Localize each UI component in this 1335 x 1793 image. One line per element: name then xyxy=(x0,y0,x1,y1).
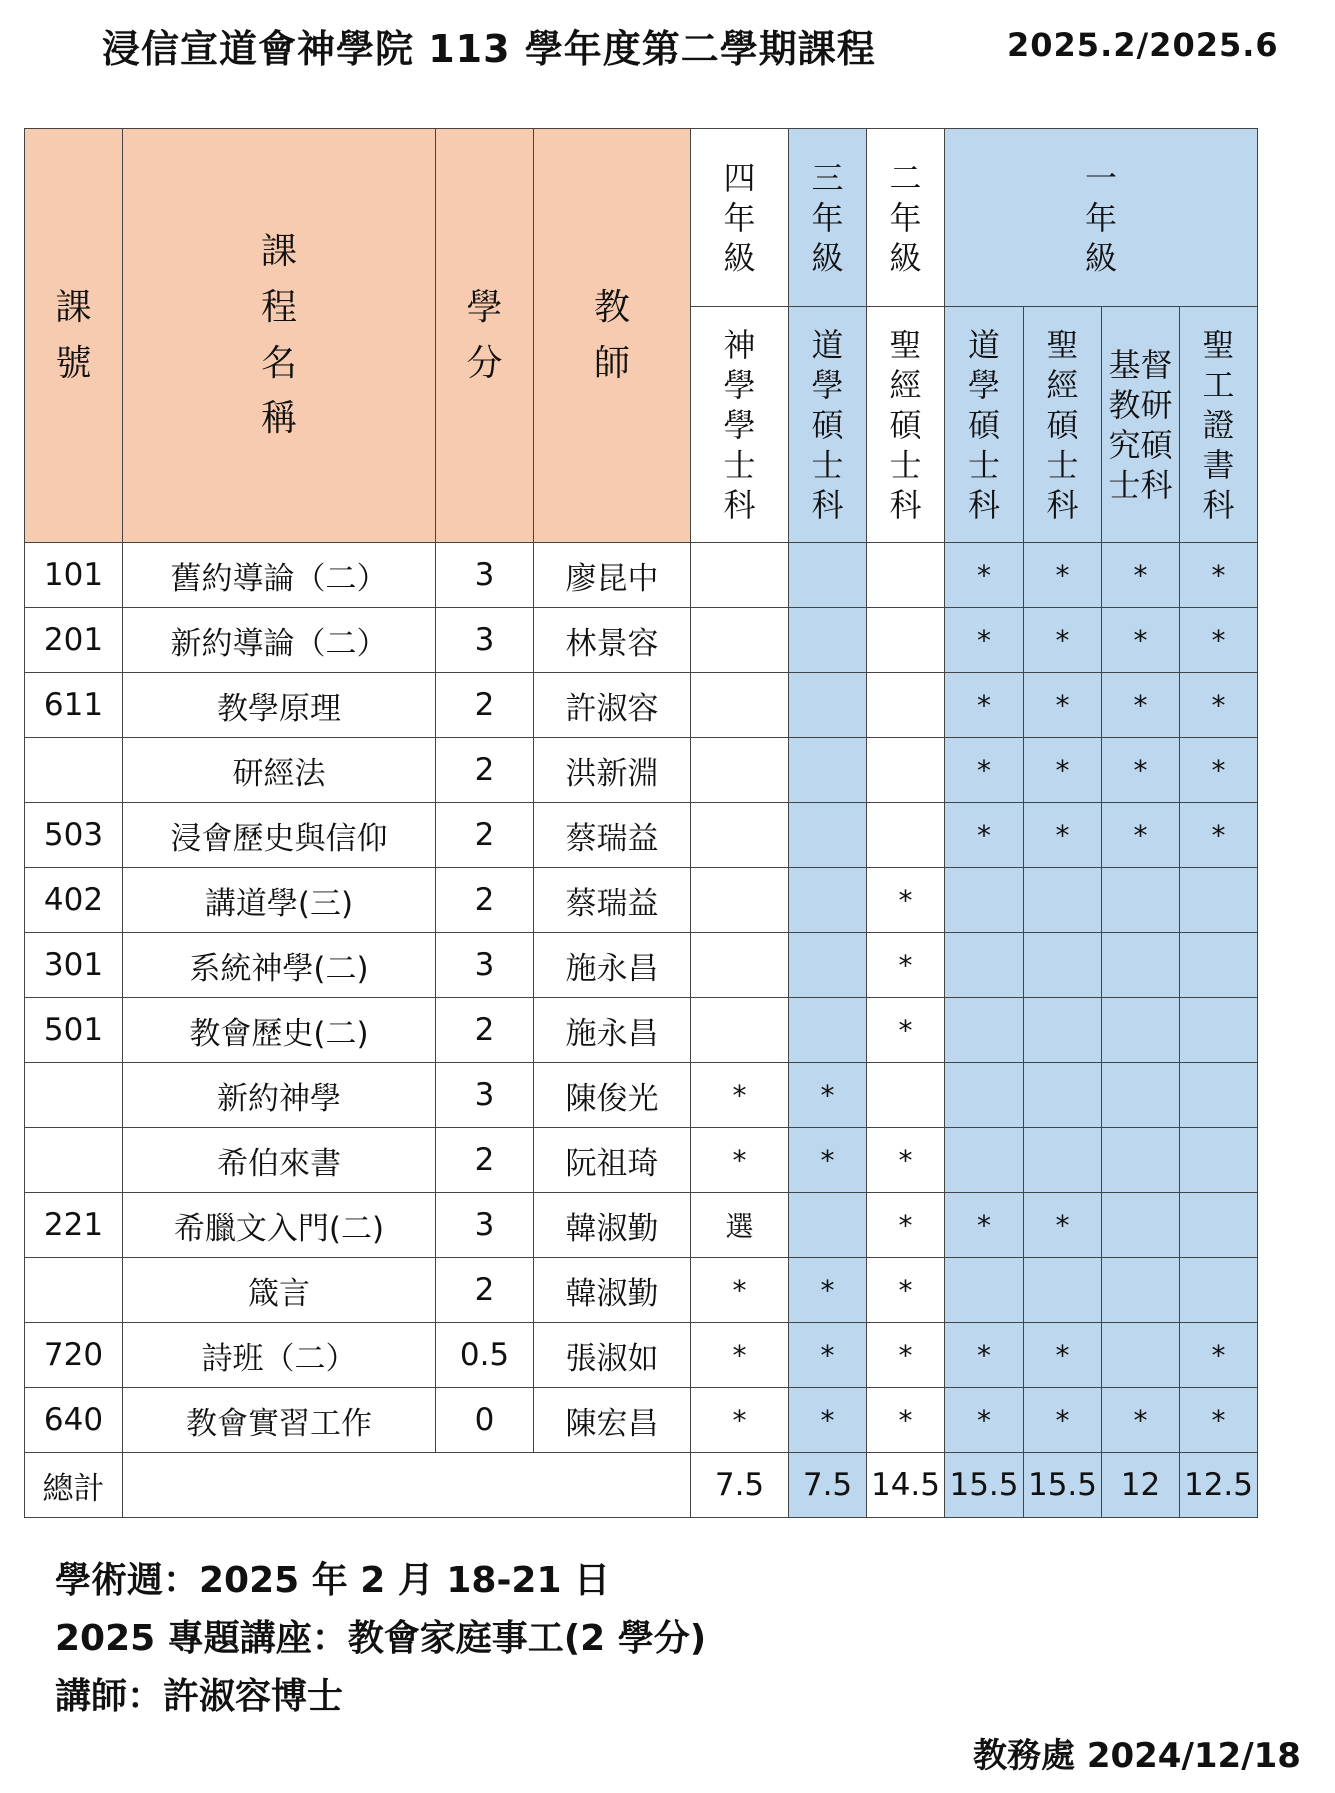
course-credit: 2 xyxy=(436,1258,534,1323)
mark-cell xyxy=(691,738,789,803)
course-credit: 2 xyxy=(436,738,534,803)
mark-cell xyxy=(1024,998,1102,1063)
course-name: 教會實習工作 xyxy=(123,1388,436,1453)
course-teacher: 韓淑勤 xyxy=(534,1193,691,1258)
mark-cell: * xyxy=(945,803,1024,868)
mark-cell: * xyxy=(1024,1193,1102,1258)
mark-cell xyxy=(1180,933,1258,998)
mark-cell xyxy=(1180,1063,1258,1128)
mark-cell: * xyxy=(867,1323,945,1388)
mark-cell xyxy=(691,803,789,868)
header-course-code: 課號 xyxy=(25,129,123,543)
mark-cell: * xyxy=(867,933,945,998)
mark-cell: * xyxy=(1024,1323,1102,1388)
mark-cell: * xyxy=(1102,803,1180,868)
mark-cell xyxy=(789,803,867,868)
mark-cell xyxy=(945,1258,1024,1323)
mark-cell: * xyxy=(789,1323,867,1388)
course-name: 新約導論（二） xyxy=(123,608,436,673)
office-signature: 教務處 2024/12/18 xyxy=(973,1736,1301,1776)
course-code: 402 xyxy=(25,868,123,933)
course-teacher: 洪新淵 xyxy=(534,738,691,803)
header-program-mdiv-y3: 道學碩士科 xyxy=(789,307,867,543)
mark-cell: * xyxy=(789,1128,867,1193)
header-program-mbs-y2: 聖經碩士科 xyxy=(867,307,945,543)
course-teacher: 張淑如 xyxy=(534,1323,691,1388)
course-teacher: 施永昌 xyxy=(534,933,691,998)
mark-cell xyxy=(1102,1063,1180,1128)
course-code: 720 xyxy=(25,1323,123,1388)
course-schedule-table xyxy=(24,128,1258,1518)
mark-cell xyxy=(691,868,789,933)
lecturer-note: 講師：許淑容博士 xyxy=(55,1676,344,1717)
mark-cell xyxy=(1102,868,1180,933)
page-title: 浸信宣道會神學院 113 學年度第二學期課程 xyxy=(102,27,876,71)
mark-cell: * xyxy=(1024,1388,1102,1453)
total-value: 7.5 xyxy=(789,1453,867,1518)
mark-cell: * xyxy=(691,1258,789,1323)
course-name: 新約神學 xyxy=(123,1063,436,1128)
mark-cell xyxy=(789,868,867,933)
mark-cell xyxy=(945,933,1024,998)
course-teacher: 許淑容 xyxy=(534,673,691,738)
mark-cell xyxy=(691,608,789,673)
total-value: 15.5 xyxy=(945,1453,1024,1518)
course-teacher: 蔡瑞益 xyxy=(534,868,691,933)
course-teacher: 蔡瑞益 xyxy=(534,803,691,868)
table-row xyxy=(25,998,1258,1063)
mark-cell xyxy=(1180,1128,1258,1193)
mark-cell: * xyxy=(1102,738,1180,803)
mark-cell: * xyxy=(867,868,945,933)
table-row xyxy=(25,543,1258,608)
mark-cell xyxy=(1024,1128,1102,1193)
mark-cell xyxy=(1024,1258,1102,1323)
mark-cell: * xyxy=(1180,673,1258,738)
table-row xyxy=(25,673,1258,738)
total-value: 14.5 xyxy=(867,1453,945,1518)
course-name: 舊約導論（二） xyxy=(123,543,436,608)
mark-cell: * xyxy=(1180,1323,1258,1388)
mark-cell xyxy=(867,1063,945,1128)
mark-cell xyxy=(867,803,945,868)
mark-cell: * xyxy=(945,738,1024,803)
mark-cell: * xyxy=(867,998,945,1063)
mark-cell xyxy=(1102,1258,1180,1323)
course-code xyxy=(25,1128,123,1193)
table-row xyxy=(25,1323,1258,1388)
mark-cell xyxy=(691,543,789,608)
course-name: 希伯來書 xyxy=(123,1128,436,1193)
course-code: 611 xyxy=(25,673,123,738)
course-code: 201 xyxy=(25,608,123,673)
mark-cell: * xyxy=(1024,803,1102,868)
header-year1: 一年級 xyxy=(945,129,1258,307)
mark-cell: * xyxy=(867,1193,945,1258)
mark-cell: * xyxy=(789,1063,867,1128)
course-name: 系統神學(二) xyxy=(123,933,436,998)
page-header xyxy=(0,14,1335,74)
header-year4: 四年級 xyxy=(691,129,789,307)
total-value: 12.5 xyxy=(1180,1453,1258,1518)
mark-cell: * xyxy=(1024,673,1102,738)
course-credit: 2 xyxy=(436,673,534,738)
mark-cell xyxy=(1024,1063,1102,1128)
table-row xyxy=(25,933,1258,998)
course-code: 101 xyxy=(25,543,123,608)
table-row xyxy=(25,608,1258,673)
course-code: 221 xyxy=(25,1193,123,1258)
table-row xyxy=(25,1193,1258,1258)
course-credit: 0 xyxy=(436,1388,534,1453)
table-row xyxy=(25,1258,1258,1323)
mark-cell xyxy=(1180,998,1258,1063)
course-name: 詩班（二） xyxy=(123,1323,436,1388)
mark-cell xyxy=(691,673,789,738)
course-name: 希臘文入門(二) xyxy=(123,1193,436,1258)
course-credit: 3 xyxy=(436,1193,534,1258)
mark-cell: * xyxy=(867,1128,945,1193)
mark-cell: * xyxy=(945,1193,1024,1258)
mark-cell xyxy=(1180,1193,1258,1258)
mark-cell xyxy=(789,933,867,998)
course-credit: 2 xyxy=(436,868,534,933)
mark-cell xyxy=(789,543,867,608)
mark-cell: * xyxy=(1180,1388,1258,1453)
table-row xyxy=(25,1388,1258,1453)
mark-cell: * xyxy=(1024,543,1102,608)
mark-cell xyxy=(1102,1128,1180,1193)
course-name: 研經法 xyxy=(123,738,436,803)
mark-cell: * xyxy=(1102,1388,1180,1453)
course-teacher: 施永昌 xyxy=(534,998,691,1063)
course-teacher: 陳俊光 xyxy=(534,1063,691,1128)
header-program-mdiv-y1: 道學碩士科 xyxy=(945,307,1024,543)
mark-cell: * xyxy=(691,1128,789,1193)
mark-cell: * xyxy=(691,1323,789,1388)
course-teacher: 阮祖琦 xyxy=(534,1128,691,1193)
course-name: 箴言 xyxy=(123,1258,436,1323)
mark-cell xyxy=(1024,868,1102,933)
table-row xyxy=(25,738,1258,803)
mark-cell xyxy=(1102,1323,1180,1388)
course-name: 教會歷史(二) xyxy=(123,998,436,1063)
mark-cell: * xyxy=(691,1388,789,1453)
course-credit: 2 xyxy=(436,998,534,1063)
course-teacher: 陳宏昌 xyxy=(534,1388,691,1453)
header-program-mcs: 基督教研究碩士科 xyxy=(1102,307,1180,543)
mark-cell xyxy=(1102,998,1180,1063)
mark-cell: * xyxy=(1024,738,1102,803)
special-lecture-note: 2025 專題講座：教會家庭事工(2 學分) xyxy=(55,1618,707,1659)
mark-cell: * xyxy=(867,1258,945,1323)
mark-cell xyxy=(1024,933,1102,998)
course-credit: 3 xyxy=(436,1063,534,1128)
table-row xyxy=(25,868,1258,933)
course-credit: 2 xyxy=(436,1128,534,1193)
mark-cell xyxy=(867,608,945,673)
mark-cell xyxy=(789,673,867,738)
header-program-bth: 神學學士科 xyxy=(691,307,789,543)
mark-cell xyxy=(789,1193,867,1258)
course-code: 503 xyxy=(25,803,123,868)
header-credit: 學分 xyxy=(436,129,534,543)
header-year3: 三年級 xyxy=(789,129,867,307)
mark-cell xyxy=(1102,933,1180,998)
mark-cell: * xyxy=(1180,803,1258,868)
course-credit: 3 xyxy=(436,608,534,673)
mark-cell: * xyxy=(1180,738,1258,803)
mark-cell xyxy=(1180,868,1258,933)
mark-cell: * xyxy=(1024,608,1102,673)
mark-cell: * xyxy=(789,1388,867,1453)
mark-cell: * xyxy=(945,1323,1024,1388)
course-code xyxy=(25,738,123,803)
mark-cell: * xyxy=(1102,673,1180,738)
total-value: 12 xyxy=(1102,1453,1180,1518)
mark-cell xyxy=(945,1128,1024,1193)
totals-spacer xyxy=(123,1453,691,1518)
header-course-name: 課程名稱 xyxy=(123,129,436,543)
mark-cell: * xyxy=(1180,608,1258,673)
course-name: 講道學(三) xyxy=(123,868,436,933)
term-dates: 2025.2/2025.6 xyxy=(1007,26,1279,64)
mark-cell: * xyxy=(1102,543,1180,608)
course-teacher: 林景容 xyxy=(534,608,691,673)
mark-cell: * xyxy=(945,1388,1024,1453)
mark-cell xyxy=(867,738,945,803)
course-code: 640 xyxy=(25,1388,123,1453)
course-code xyxy=(25,1063,123,1128)
total-value: 15.5 xyxy=(1024,1453,1102,1518)
mark-cell: 選 xyxy=(691,1193,789,1258)
mark-cell xyxy=(945,1063,1024,1128)
table-row xyxy=(25,803,1258,868)
mark-cell: * xyxy=(1180,543,1258,608)
mark-cell: * xyxy=(867,1388,945,1453)
total-value: 7.5 xyxy=(691,1453,789,1518)
mark-cell xyxy=(945,998,1024,1063)
totals-label: 總計 xyxy=(25,1453,123,1518)
mark-cell: * xyxy=(945,673,1024,738)
course-code xyxy=(25,1258,123,1323)
course-credit: 2 xyxy=(436,803,534,868)
course-teacher: 廖昆中 xyxy=(534,543,691,608)
mark-cell xyxy=(867,543,945,608)
mark-cell: * xyxy=(1102,608,1180,673)
header-teacher: 教師 xyxy=(534,129,691,543)
course-credit: 3 xyxy=(436,543,534,608)
mark-cell xyxy=(691,998,789,1063)
course-code: 501 xyxy=(25,998,123,1063)
header-program-mbs-y1: 聖經碩士科 xyxy=(1024,307,1102,543)
course-name: 教學原理 xyxy=(123,673,436,738)
mark-cell: * xyxy=(945,608,1024,673)
mark-cell xyxy=(1102,1193,1180,1258)
course-code: 301 xyxy=(25,933,123,998)
table-row xyxy=(25,1063,1258,1128)
table-body xyxy=(25,129,1258,1518)
course-credit: 3 xyxy=(436,933,534,998)
mark-cell xyxy=(1180,1258,1258,1323)
header-year2: 二年級 xyxy=(867,129,945,307)
header-program-cert: 聖工證書科 xyxy=(1180,307,1258,543)
course-name: 浸會歷史與信仰 xyxy=(123,803,436,868)
mark-cell xyxy=(945,868,1024,933)
mark-cell xyxy=(867,673,945,738)
totals-row xyxy=(25,1453,1258,1518)
mark-cell xyxy=(691,933,789,998)
table-row xyxy=(25,1128,1258,1193)
mark-cell xyxy=(789,998,867,1063)
mark-cell xyxy=(789,608,867,673)
academic-week-note: 學術週：2025 年 2 月 18-21 日 xyxy=(55,1560,611,1601)
mark-cell: * xyxy=(691,1063,789,1128)
mark-cell: * xyxy=(945,543,1024,608)
course-credit: 0.5 xyxy=(436,1323,534,1388)
mark-cell: * xyxy=(789,1258,867,1323)
mark-cell xyxy=(789,738,867,803)
course-teacher: 韓淑勤 xyxy=(534,1258,691,1323)
